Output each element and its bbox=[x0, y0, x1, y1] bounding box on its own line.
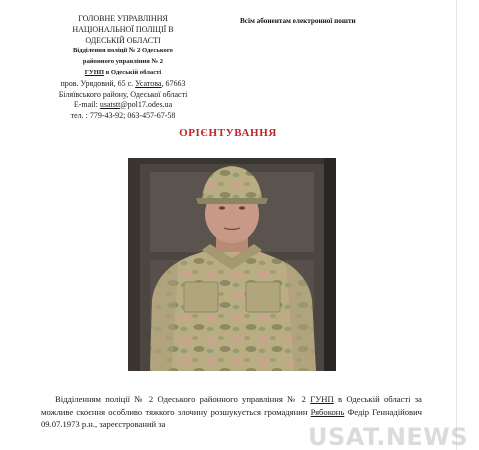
sender-link-usatova: Усатова bbox=[135, 78, 162, 88]
sender-line: Відділення поліції № 2 Одеського bbox=[73, 47, 173, 55]
body-link-surname: Рябоконь bbox=[310, 406, 345, 417]
sender-phone: тел. : 779-43-92; 063-457-67-58 bbox=[70, 111, 176, 121]
sender-line: ГУНП в Одеській області bbox=[84, 68, 162, 76]
document-title: ОРІЄНТУВАННЯ bbox=[179, 127, 277, 139]
sender-link-gunp: ГУНП bbox=[84, 68, 105, 76]
site-watermark: USAT.NEWS bbox=[308, 423, 469, 450]
body-link-gunp: ГУНП bbox=[310, 394, 334, 404]
sender-line: НАЦІОНАЛЬНОЇ ПОЛІЦІЇ В bbox=[72, 24, 174, 34]
addressee: Всім абонентам електронної пошти bbox=[240, 17, 356, 25]
page-edge bbox=[456, 0, 457, 450]
sender-block bbox=[34, 14, 212, 122]
body-paragraph: Відділенням поліції № 2 Одеського районного управління № 2 ГУНП в Одеській області за можливе скоєння особливо тяжкого злочину розшукується громадянин Рябоконь Федір Геннадійович 09.07.1973 р.н., зареєстрований за bbox=[41, 394, 423, 430]
email-link[interactable]: usatstt bbox=[99, 100, 121, 110]
suspect-photo bbox=[128, 158, 336, 371]
sender-email: E-mail: usatstt@pol17.odes.ua bbox=[73, 100, 173, 110]
sender-line: районного управління № 2 bbox=[82, 58, 164, 66]
sender-line: ГОЛОВНЕ УПРАВЛІННЯ bbox=[78, 14, 168, 23]
sender-line: Біляївського району, Одеської області bbox=[58, 89, 188, 99]
sender-line: ОДЕСЬКІЙ ОБЛАСТІ bbox=[85, 35, 161, 45]
sender-address: пров. Урядовий, 65 с. Усатова, 67663 bbox=[60, 78, 186, 88]
